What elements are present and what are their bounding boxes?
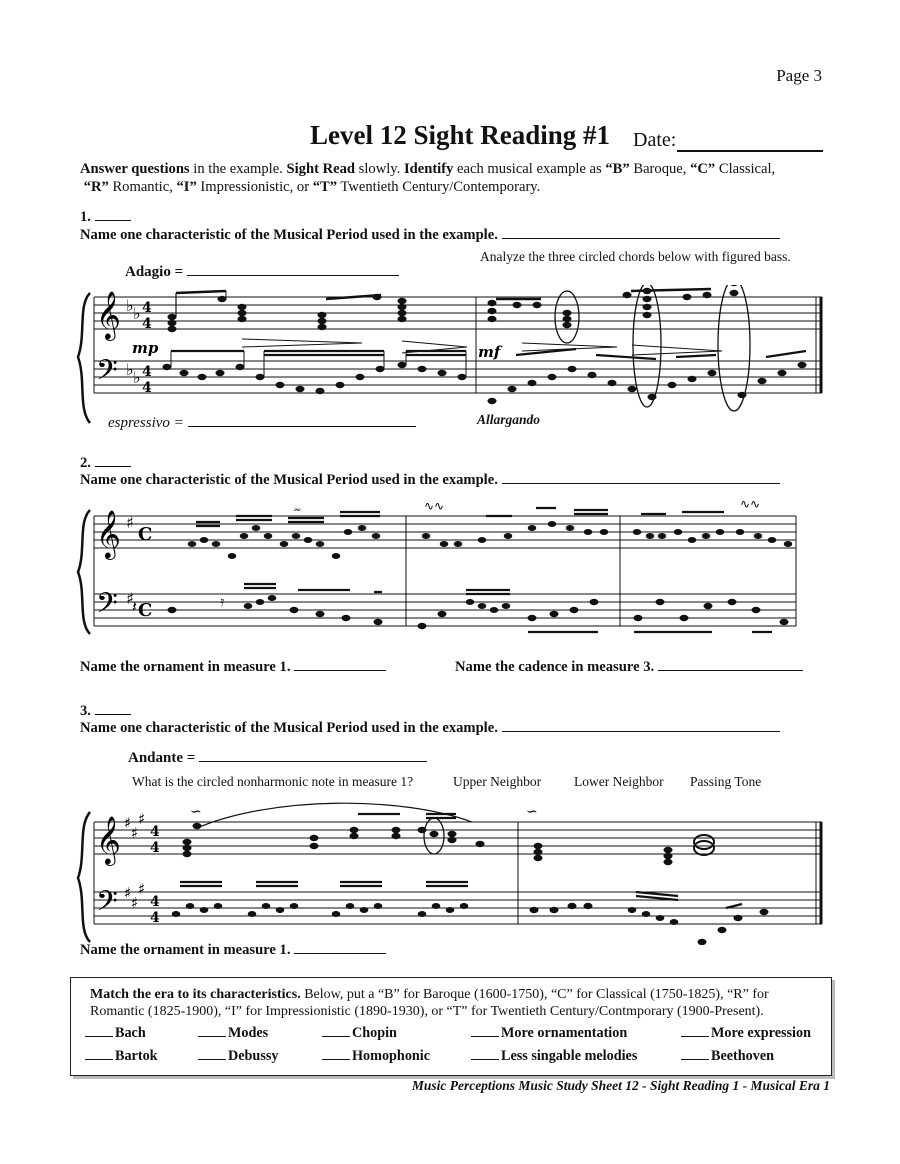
sixteenth-rest-icon: 𝄿 bbox=[220, 594, 225, 610]
ornament-question-2: Name the ornament in measure 1. bbox=[80, 659, 386, 676]
match-item-modes[interactable]: Modes bbox=[198, 1025, 268, 1042]
svg-text:4: 4 bbox=[142, 300, 152, 316]
turn-icon: ∽ bbox=[190, 804, 202, 820]
treble-clef-icon: 𝄞 bbox=[96, 815, 121, 864]
svg-text:C: C bbox=[138, 524, 153, 545]
quarter-rest-icon: 𝄽 bbox=[132, 597, 137, 616]
svg-text:♭: ♭ bbox=[133, 304, 141, 323]
svg-text:♯: ♯ bbox=[124, 884, 132, 902]
ornament-answer-3[interactable] bbox=[294, 953, 386, 954]
dynamic-mf: mf bbox=[478, 343, 501, 361]
example1-score bbox=[72, 285, 832, 435]
footer: Music Perceptions Music Study Sheet 12 - Sight Reading 1 - Musical Era 1 bbox=[411, 1078, 830, 1093]
example1-answer-field[interactable] bbox=[502, 238, 780, 239]
match-item-ornamentation[interactable]: More ornamentation bbox=[471, 1025, 627, 1042]
svg-text:♭: ♭ bbox=[126, 296, 134, 315]
match-item-beethoven[interactable]: Beethoven bbox=[681, 1048, 774, 1065]
svg-text:4: 4 bbox=[142, 316, 152, 332]
example2-score bbox=[72, 500, 832, 640]
svg-text:♯: ♯ bbox=[124, 814, 132, 832]
example3-answer-field[interactable] bbox=[502, 731, 780, 732]
svg-text:♯: ♯ bbox=[138, 810, 146, 828]
ornament-answer-2[interactable] bbox=[294, 670, 386, 671]
svg-text:♯: ♯ bbox=[138, 880, 146, 898]
bass-clef-icon: 𝄢 bbox=[96, 587, 118, 627]
bass-clef-icon: 𝄢 bbox=[96, 885, 118, 925]
instructions: Answer questions in the example. Sight Read slowly. Identify each musical example as “B” Baroque, “C” Classical, “R” Romantic, “I” Impressionistic, or “T” Twentieth Century/Contemporary. bbox=[80, 161, 776, 195]
svg-text:♭: ♭ bbox=[133, 368, 141, 387]
svg-text:4: 4 bbox=[142, 380, 152, 396]
example2-answer-field[interactable] bbox=[502, 483, 780, 484]
treble-clef-icon: 𝄞 bbox=[96, 290, 121, 339]
match-item-chopin[interactable]: Chopin bbox=[322, 1025, 397, 1042]
svg-text:♯: ♯ bbox=[126, 589, 134, 608]
svg-text:4: 4 bbox=[150, 894, 160, 910]
example1-tempo-field[interactable] bbox=[187, 275, 399, 276]
match-intro: Match the era to its characteristics. Below, put a “B” for Baroque (1600-1750), “C” for Classical (1750-1825), “R” for Romantic (1825-1900), “I” for Impressionistic (1890-1930), or “T” for Twentieth Century/Contmporary (1900-Present). bbox=[90, 987, 769, 1019]
option-upper-neighbor[interactable]: Upper Neighbor bbox=[453, 774, 542, 789]
example3-tempo: Andante = bbox=[128, 750, 427, 767]
match-item-debussy[interactable]: Debussy bbox=[198, 1048, 278, 1065]
svg-text:4: 4 bbox=[150, 840, 160, 856]
example3-era-field[interactable] bbox=[95, 714, 131, 715]
nonharmonic-question: What is the circled nonharmonic note in measure 1? bbox=[132, 774, 414, 789]
match-item-less-singable[interactable]: Less singable melodies bbox=[471, 1048, 637, 1065]
bass-clef-icon: 𝄢 bbox=[96, 354, 118, 394]
mordent-icon: 𝆗 bbox=[294, 501, 301, 515]
svg-text:♭: ♭ bbox=[126, 360, 134, 379]
svg-text:4: 4 bbox=[142, 364, 152, 380]
svg-text:♯: ♯ bbox=[126, 513, 134, 532]
dynamic-mp: mp bbox=[132, 339, 159, 357]
example1-question: Name one characteristic of the Musical Period used in the example. bbox=[80, 227, 780, 244]
page-title: Level 12 Sight Reading #1 bbox=[310, 120, 611, 150]
svg-text:4: 4 bbox=[150, 910, 160, 926]
match-item-expression[interactable]: More expression bbox=[681, 1025, 811, 1042]
treble-clef-icon: 𝄞 bbox=[96, 509, 121, 558]
option-lower-neighbor[interactable]: Lower Neighbor bbox=[574, 774, 664, 789]
ornament-question-3: Name the ornament in measure 1. bbox=[80, 942, 386, 959]
page-number: Page 3 bbox=[776, 66, 822, 85]
allargando-label: Allargando bbox=[477, 412, 541, 427]
svg-text:♯: ♯ bbox=[131, 894, 139, 912]
date-field[interactable] bbox=[677, 150, 823, 152]
option-passing-tone[interactable]: Passing Tone bbox=[690, 774, 762, 789]
cadence-question: Name the cadence in measure 3. bbox=[455, 659, 803, 676]
example2-number: 2. bbox=[80, 455, 131, 472]
espressivo-field[interactable] bbox=[188, 426, 416, 427]
example1-number: 1. bbox=[80, 209, 131, 226]
example2-question: Name one characteristic of the Musical Period used in the example. bbox=[80, 472, 780, 489]
example3-question: Name one characteristic of the Musical Period used in the example. bbox=[80, 720, 780, 737]
trill-icon-2: ∿∿ bbox=[740, 500, 761, 511]
match-item-bartok[interactable]: Bartok bbox=[85, 1048, 158, 1065]
cadence-answer[interactable] bbox=[658, 670, 803, 671]
date-label: Date: bbox=[633, 129, 677, 151]
example3-score bbox=[72, 800, 832, 945]
turn-icon-2: ∽ bbox=[526, 804, 538, 820]
svg-text:♯: ♯ bbox=[131, 824, 139, 842]
svg-text:4: 4 bbox=[150, 824, 160, 840]
match-item-homophonic[interactable]: Homophonic bbox=[322, 1048, 430, 1065]
espressivo-label: espressivo = bbox=[108, 415, 416, 432]
example3-tempo-field[interactable] bbox=[199, 761, 427, 762]
example3-number: 3. bbox=[80, 703, 131, 720]
trill-icon: ∿∿ bbox=[424, 500, 445, 513]
example1-tempo: Adagio = bbox=[125, 264, 399, 281]
analyze-note: Analyze the three circled chords below with figured bass. bbox=[480, 249, 791, 264]
match-item-bach[interactable]: Bach bbox=[85, 1025, 146, 1042]
example2-era-field[interactable] bbox=[95, 466, 131, 467]
example1-era-field[interactable] bbox=[95, 220, 131, 221]
svg-text:C: C bbox=[138, 600, 153, 621]
